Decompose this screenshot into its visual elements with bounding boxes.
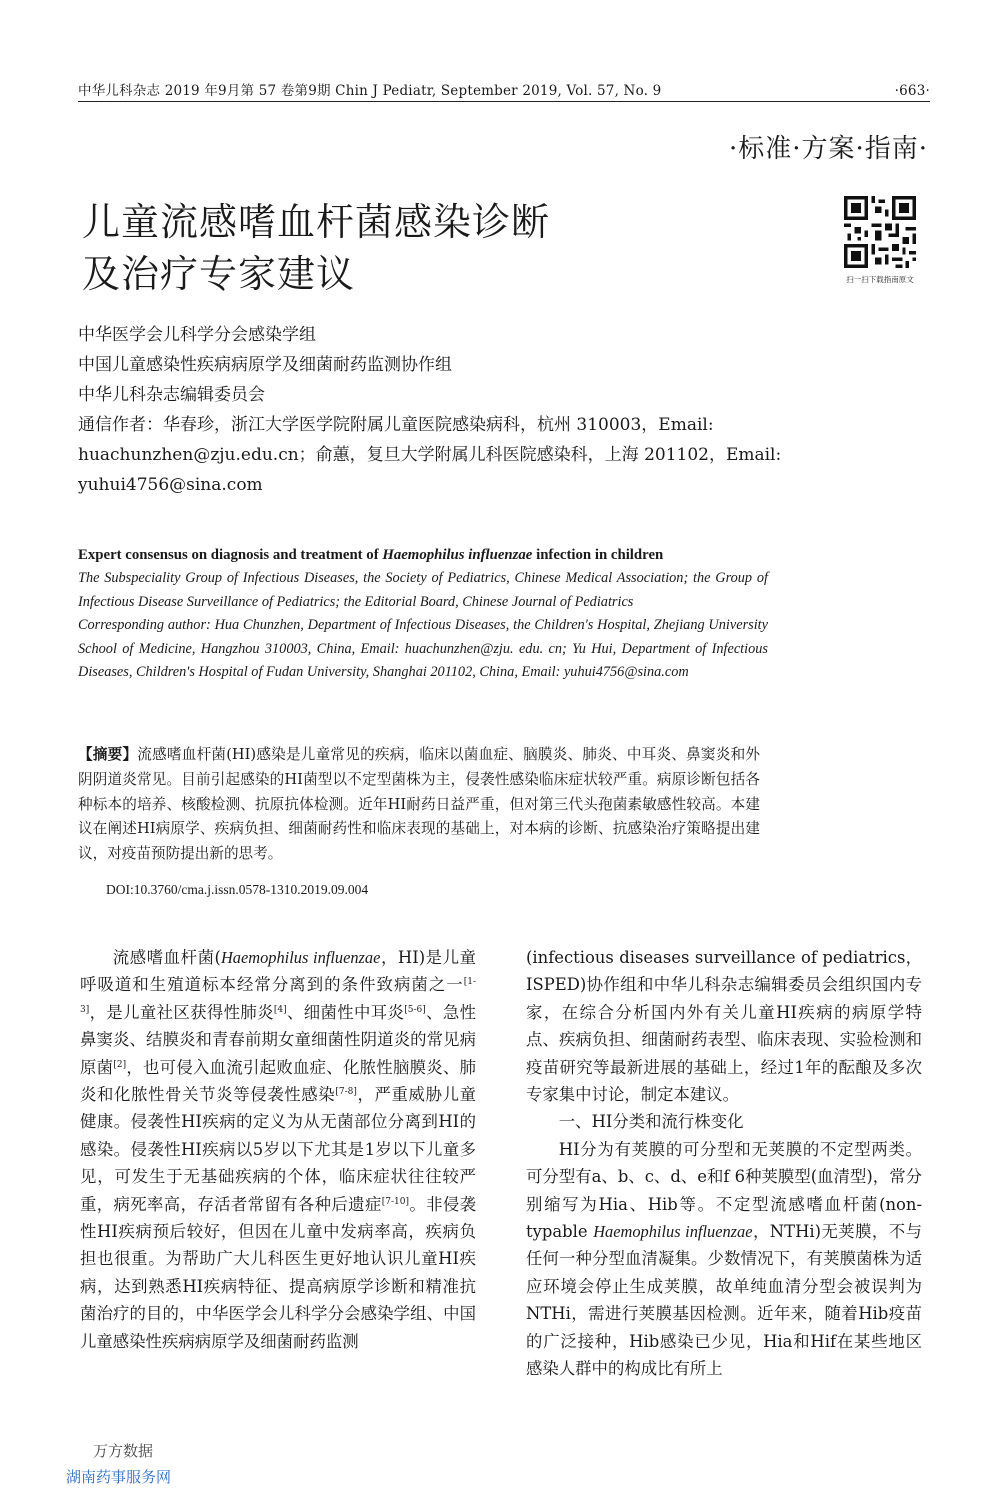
author-org-1: 中华医学会儿科学分会感染学组 xyxy=(78,325,316,345)
qr-block xyxy=(840,196,920,285)
article-title xyxy=(82,196,550,300)
english-title-pre: Expert consensus on diagnosis and treatment of xyxy=(78,547,383,563)
qr-code-icon xyxy=(844,196,916,268)
reference-mark: [2] xyxy=(113,1059,127,1070)
reference-mark: [1-3] xyxy=(80,977,476,1015)
english-corresponding: Corresponding author: Hua Chunzhen, Department of Infectious Diseases, the Children's Hospital, Zhejiang University School of Medicine, Hangzhou 310003, China, Email: huachunzhen@zju. edu. cn; Yu Hui, Department of Infectious Diseases, Children's Hospital of Fudan University, Shanghai 201102, China, Email: yuhui4756@sina.com xyxy=(78,617,768,681)
title-line-2: 及治疗专家建议 xyxy=(82,252,356,296)
qr-caption: 扫一扫下载指南原文 xyxy=(846,275,914,284)
watermark-site: 湖南药事服务网 xyxy=(66,1468,172,1486)
section-tag: ·标准·方案·指南· xyxy=(728,134,928,164)
corresponding-line-2: huachunzhen@zju.edu.cn；俞蕙，复旦大学附属儿科医院感染科，上海 201102，Email: xyxy=(78,445,782,465)
watermark-wanfang: 万方数据 xyxy=(93,1442,154,1460)
english-title-species: Haemophilus influenzae xyxy=(382,547,533,563)
abstract xyxy=(78,743,760,867)
reference-mark: [4] xyxy=(273,1004,287,1015)
abstract-text: 流感嗜血杆菌(HI)感染是儿童常见的疾病，临床以菌血症、脑膜炎、肺炎、中耳炎、鼻窦炎和外阴阴道炎常见。目前引起感染的HI菌型以不定型菌株为主，侵袭性感染临床症状较严重。病原诊断包括各种标本的培养、核酸检测、抗原抗体检测。近年HI耐药日益严重，但对第三代头孢菌素敏感性较高。本建议在阐述HI病原学、疾病负担、细菌耐药性和临床表现的基础上，对本病的诊断、抗感染治疗策略提出建议，对疫苗预防提出新的思考。 xyxy=(78,746,760,863)
journal-citation: 中华儿科杂志 2019 年9月第 57 卷第9期 Chin J Pediatr, September 2019, Vol. 57, No. 9 xyxy=(78,83,662,99)
reference-mark: [7-10] xyxy=(381,1196,409,1207)
author-org-3: 中华儿科杂志编辑委员会 xyxy=(78,385,265,405)
continued-paragraph: (infectious diseases surveillance of pediatrics，ISPED)协作组和中华儿科杂志编辑委员会组织国内专家，在综合分析国内外有关儿童HI疾病的病原学特点、疾病负担、细菌耐药表型、临床表现、实验检测和疫苗研究等最新进展的基础上，经过1年的酝酿及多次专家集中讨论，制定本建议。 xyxy=(526,948,922,1105)
intro-paragraph: 流感嗜血杆菌(Haemophilus influenzae，HI)是儿童呼吸道和生殖道标本经常分离到的条件致病菌之一[1-3]，是儿童社区获得性肺炎[4]、细菌性中耳炎[5-6]、急性鼻窦炎、结膜炎和青春前期女童细菌性阴道炎的常见病原菌[2]，也可侵入血流引起败血症、化脓性脑膜炎、肺炎和化脓性骨关节炎等侵袭性感染[7-8]，严重威胁儿童健康。侵袭性HI疾病的定义为从无菌部位分离到HI的感染。侵袭性HI疾病以5岁以下尤其是1岁以下儿童多见，可发生于无基础疾病的个体，临床症状往往较严重，病死率高，存活者常留有各种后遗症[7-10]。非侵袭性HI疾病预后较好，但因在儿童中发病率高，疾病负担也很重。为帮助广大儿科医生更好地认识儿童HI疾病，达到熟悉HI疾病特征、提高病原学诊断和精准抗菌治疗的目的，中华医学会儿科学分会感染学组、中国儿童感染性疾病病原学及细菌耐药监测 xyxy=(80,948,477,1351)
corresponding-line-3: yuhui4756@sina.com xyxy=(78,475,263,495)
header-rule xyxy=(78,101,930,102)
reference-mark: [5-6] xyxy=(404,1004,426,1015)
reference-mark: [7-8] xyxy=(335,1087,357,1098)
english-title xyxy=(78,544,768,567)
classification-paragraph: HI分为有荚膜的可分型和无荚膜的不定型两类。可分型有a、b、c、d、e和f 6种荚膜型(血清型)，常分别缩写为Hia、Hib等。不定型流感嗜血杆菌(non-typable Haemophilus influenzae，NTHi)无荚膜，不与任何一种分型血清凝集。少数情况下，有荚膜菌株为适应环境会停止生成荚膜，故单纯血清分型会被误判为NTHi，需进行荚膜基因检测。近年来，随着Hib疫苗的广泛接种，Hib感染已少见，Hia和Hif在某些地区感染人群中的构成比有所上 xyxy=(526,1139,922,1379)
author-org-2: 中国儿童感染性疾病病原学及细菌耐药监测协作组 xyxy=(78,355,452,375)
doi: DOI:10.3760/cma.j.issn.0578-1310.2019.09.004 xyxy=(106,882,369,897)
section-heading: 一、HI分类和流行株变化 xyxy=(558,1112,744,1132)
english-block xyxy=(78,544,768,684)
running-header xyxy=(78,79,930,99)
body-column-left xyxy=(80,944,476,1355)
title-line-1: 儿童流感嗜血杆菌感染诊断 xyxy=(82,200,551,244)
page-number: ·663· xyxy=(894,83,930,99)
english-authors: The Subspeciality Group of Infectious Diseases, the Society of Pediatrics, Chinese Medical Association; the Group of Infectious Disease Surveillance of Pediatrics; the Editorial Board, Chinese Journal of Pediatrics xyxy=(78,570,768,610)
body-column-right xyxy=(526,944,922,1383)
abstract-label: 【摘要】 xyxy=(78,746,138,763)
english-title-post: infection in children xyxy=(532,547,664,563)
corresponding-line-1: 通信作者：华春珍，浙江大学医学院附属儿童医院感染病科，杭州 310003，Email: xyxy=(78,415,714,435)
author-block xyxy=(78,320,782,500)
